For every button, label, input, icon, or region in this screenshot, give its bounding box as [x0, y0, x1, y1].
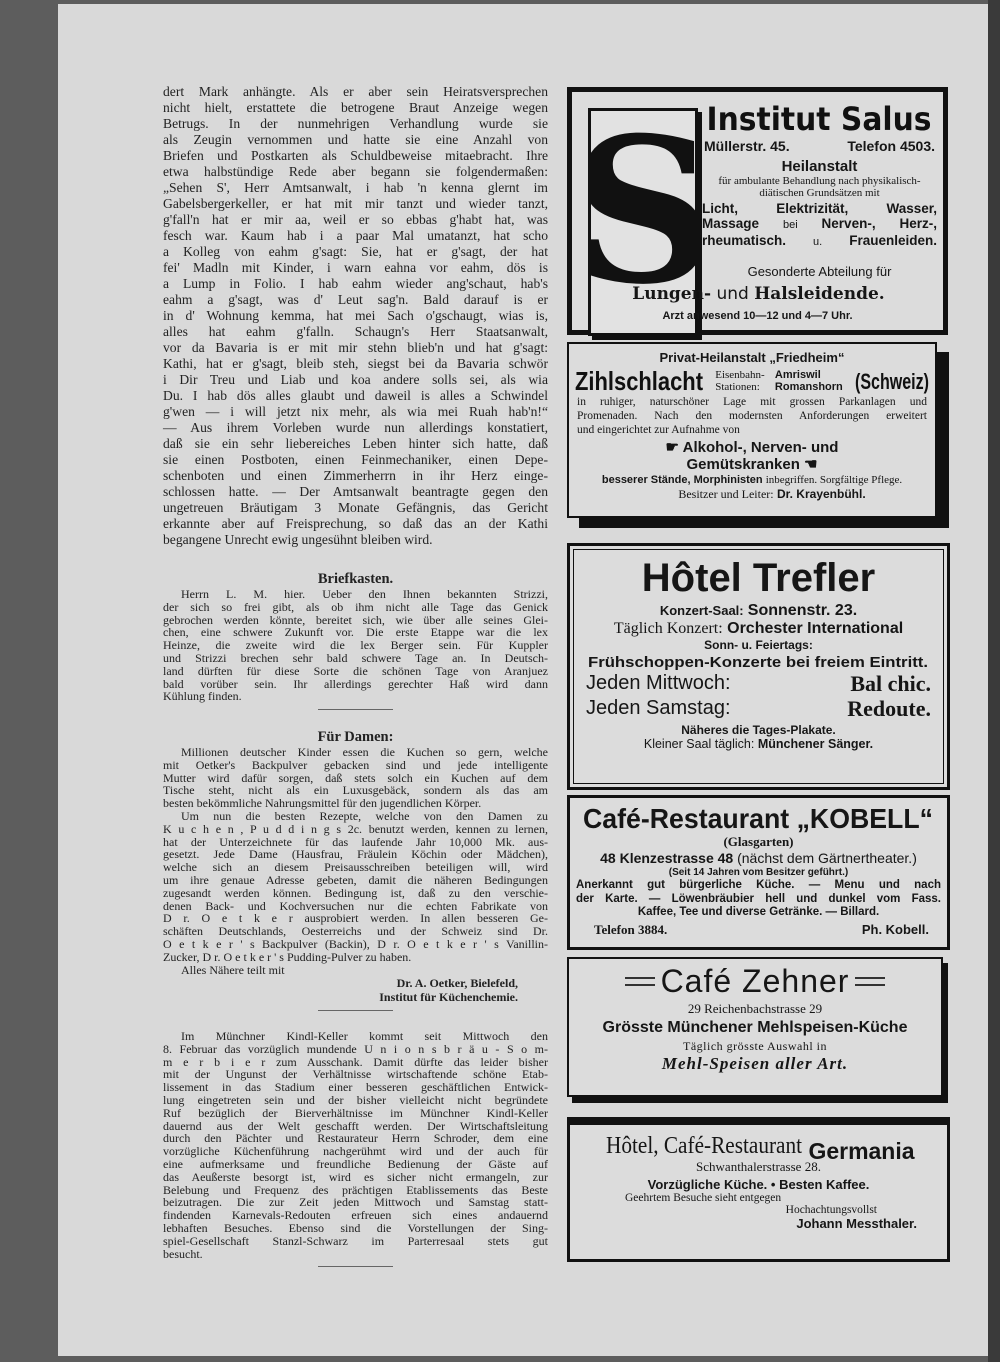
target-line: Gemütskranken — [686, 456, 800, 473]
salus-desc: für ambulante Behandlung nach physikalisch- — [718, 175, 921, 187]
text-line: gesetzt. Jede Dame (Hausfrau, Fräulein Köchin oder Mädchen), — [163, 847, 548, 862]
text-line: das Aeußerste besorgt ist, wird es sicher nicht ermangeln, zur — [163, 1169, 548, 1184]
zehner-specialty: Mehl-Speisen aller Art. — [661, 1054, 849, 1073]
text-line: „Sehen S', Herr Amtsanwalt, i hab 'n kenna glernt im — [163, 180, 548, 195]
kobell-phone: Telefon 3884. — [594, 921, 668, 937]
ad-cafe-kobell — [567, 795, 950, 950]
text-line: Mutter wird dafür sorgen, daß stets solch ein Kuchen auf dem — [163, 770, 548, 785]
text-line: land dürften für diese Sorte die schönen Tage von Aranjuez — [163, 663, 548, 678]
trefler-morning-wrap — [570, 652, 947, 671]
briefkasten-section — [163, 570, 548, 716]
fuer-damen-heading: Für Damen: — [317, 729, 394, 745]
friedheim-place: Zihlschlacht — [575, 367, 704, 395]
dept-text: und — [716, 284, 749, 304]
ad-hotel-germania — [567, 1117, 950, 1262]
text-line: vor da Bavaria is er mit mir stehn blieb'n und hat g'sagt: — [163, 340, 548, 355]
text-line: lissement in das Stadium einer besseren geschäftlichen Entwick- — [163, 1080, 548, 1095]
svg-text:S: S — [591, 111, 695, 329]
text-line: chen, eine schwere Zukunft vor. Die erste Etappe war die lex — [163, 625, 548, 640]
small-hall-label: Kleiner Saal täglich: — [643, 737, 755, 751]
text-line: m e r b i e r zum Ausschank. Damit dürfte das leider bisher — [163, 1054, 548, 1069]
text-line: Briefen und Postkarten als Schuldbeweise mitaebracht. Ihre — [163, 148, 548, 163]
owner-label: Besitzer und Leiter: — [678, 487, 774, 501]
text-line: Um nun die besten Rezepte, welche von den Damen zu — [181, 808, 548, 823]
zehner-daily: Täglich grösste Auswahl in — [683, 1039, 827, 1053]
text-line: ungetreuen Bräutigam 3 Monate Gefängnis, das Gericht — [163, 500, 548, 515]
text-line: Kühlung finden. — [163, 689, 242, 704]
text-line: besten bekömmliche Nahrungsmittel für den jugendlichen Körper. — [163, 796, 482, 811]
kobell-title: Café-Restaurant „KOBELL“ — [583, 803, 933, 834]
text-line: fei' Madln mit Kinder, i warn eahna vor eahm, dös is — [163, 260, 548, 275]
treatment: Nerven-, Herz-, — [821, 216, 937, 231]
germania-owner: Johann Messthaler. — [796, 1216, 917, 1231]
kobell-desc — [570, 879, 947, 920]
text-line: mit Oetker's Backpulver gebacken sind und jede intelligente — [163, 757, 548, 772]
germania-title: Hôtel, Café-Restaurant — [606, 1133, 803, 1159]
text-line: bald vorüber sein. Ihr allerdings gerechter Haß wird dann — [163, 676, 548, 691]
zehner-address: 29 Reichenbachstrasse 29 — [687, 1001, 823, 1016]
salus-dept-label: Gesonderte Abteilung für — [747, 264, 892, 279]
desc-line: und eingerichtet zur Aufnahme von — [577, 424, 740, 436]
germania-regards: Hochachtungsvollst — [785, 1204, 877, 1216]
kobell-owner: Ph. Kobell. — [861, 921, 929, 937]
text-line: beizutragen. Die zur Zeit jeden Mittwoch und Samstag statt- — [163, 1195, 548, 1210]
kindl-keller-body — [163, 1030, 548, 1260]
salus-contact — [702, 138, 937, 154]
text-line: daß sie ein sehr liebereiches Leben hinter sich hatte, daß — [163, 436, 548, 451]
friedheim-place-wrap — [575, 367, 705, 395]
event-name: Bal chic. — [850, 671, 931, 696]
salus-dept — [702, 264, 937, 279]
zehner-title: Café Zehner — [660, 963, 850, 999]
text-line: a Kolleg von eahm g'sagt: Sie, hat er g'sagt, der hat — [163, 244, 548, 259]
desc-line: der Karte. — Löwenbräubier hell und dunkel vom Fass. — [576, 892, 941, 905]
salus-dept-name — [580, 284, 937, 304]
kobell-subtitle: (Glasgarten) — [723, 834, 794, 849]
decorative-rule — [625, 977, 655, 986]
germania-address: Schwanthalerstrasse 28. — [696, 1159, 821, 1174]
text-line: Heinze, die zweite wird die lex Berger sein. Für Kuppler — [163, 638, 548, 653]
signature-line: Institut für Küchenchemie. — [379, 990, 518, 1005]
text-line: als Zeugin vernommen und hatte sie eine Anzahl von — [163, 132, 548, 147]
text-line: Kathi, hat er g'sagt, bleib steh, siegst bei da Bavaria schwör — [163, 356, 548, 371]
article-continuation — [163, 84, 548, 548]
text-line: lebhaften Besuches. Ebenso sind die Vorstellungen der Sing- — [163, 1220, 548, 1235]
treatment: Massage — [702, 216, 760, 231]
germania-title-wrap — [602, 1129, 802, 1159]
text-line: Herrn L. M. hier. Ueber den Ihnen bekannten Strizzi, — [181, 587, 548, 601]
treatment: rheumatisch. — [702, 233, 787, 248]
friedheim-title: Privat-Heilanstalt „Friedheim“ — [659, 350, 845, 365]
text-line: dauernd aus der Welt geschafft werden. Der Wirtschaftsleitung — [163, 1118, 548, 1133]
text-line: eahm a g'sagt, was d' Leut sag'n. Bald darauf is er — [163, 292, 548, 307]
briefkasten-heading: Briefkasten. — [317, 571, 394, 587]
text-line: g'fall'n hat er mir aa, weil er so ebbas g'habt hat, was — [163, 212, 548, 227]
treatment-connector: u. — [813, 236, 823, 248]
text-line: O e t k e r ' s Backpulver (Backin), D r. O e t k e r ' s Vanillin- — [163, 936, 548, 951]
decorative-rule — [855, 977, 885, 986]
salus-hours: Arzt anwesend 10—12 und 4—7 Uhr. — [662, 310, 853, 322]
trefler-concert: Orchester International — [727, 620, 904, 637]
text-line: besucht. — [163, 1246, 203, 1261]
germania-title-row — [570, 1129, 947, 1164]
trefler-morning-concerts: Frühschoppen-Konzerte bei freiem Eintritt. — [588, 654, 928, 671]
kobell-title-wrap — [570, 800, 947, 834]
text-line: schlossen hatte. — Der Amtsanwalt beantragte gegen den — [163, 484, 548, 499]
trefler-address: Sonnenstr. 23. — [747, 602, 858, 619]
germania-name: Germania — [808, 1138, 915, 1164]
ad-institut-salus — [567, 87, 948, 335]
dept-text: Halsleidende. — [754, 284, 885, 304]
text-line: a Lump in Folio. I hab eahm wieder ang'schaut, hab's — [163, 276, 548, 291]
pointing-hand-left-icon: ☚ — [804, 456, 818, 473]
text-line: vorzügliche Küchenführung nachgerühmt wird und der auch für — [163, 1144, 548, 1159]
text-line: Millionen deutscher Kinder essen die Kuchen so gern, welche — [181, 745, 548, 759]
signature-line: Dr. A. Oetker, Bielefeld, — [396, 976, 518, 991]
salus-title: Institut Salus — [706, 100, 932, 138]
text-line: — Aus ihrem Vorleben wurde nun allerdings konstatiert, — [163, 420, 548, 435]
kobell-footer — [570, 920, 947, 938]
text-line: schäften Deutschlands, Oesterreichs und der Schweiz sind Dr. — [163, 924, 548, 939]
ad-friedheim — [567, 342, 937, 518]
text-line: K u c h e n , P u d d i n g s 2c. benutzt werden, kennen zu lernen, — [163, 821, 548, 836]
trefler-title: Hôtel Trefler — [641, 556, 876, 600]
divider — [318, 1266, 393, 1267]
salus-title-wrap — [702, 98, 937, 138]
kobell-address-note: (nächst dem Gärtnertheater.) — [737, 850, 917, 866]
germania-claim: Vorzügliche Küche. • Besten Kaffee. — [647, 1177, 870, 1192]
friedheim-country-wrap — [853, 368, 929, 394]
dept-text: Lungen- — [632, 284, 712, 304]
text-line: und Strizzi brechen sehr bald schwere Tage an. In Deutsch- — [163, 650, 548, 665]
text-line: lung eingetreten sein und der bisher vielleicht nicht begründete — [163, 1092, 548, 1107]
kindl-keller-article — [163, 1030, 548, 1273]
text-line: findenden Karnevals-Redouten erfreuen sich eines andauernd — [163, 1208, 548, 1223]
text-line: Du. I hab dös alles glaubt und daweil is alles a Schwindel — [163, 388, 548, 403]
concert-label: Täglich Konzert: — [613, 620, 723, 637]
text-line: eine aufmerksame und freundliche Bedienung der Gäste auf — [163, 1156, 548, 1171]
desc-line: Kaffee, Tee und diverse Getränke. — Billard. — [637, 906, 880, 918]
text-line: i Dir Treu und Liab und koa andere solls sei, als wia — [163, 372, 548, 387]
event-label: Jeden Mittwoch: — [586, 672, 731, 694]
zehner-claim: Grösste Münchener Mehlspeisen-Küche — [602, 1019, 908, 1036]
event-name: Redoute. — [847, 696, 931, 721]
briefkasten-body — [163, 588, 548, 703]
scan-edge — [988, 0, 1000, 1362]
hall-label: Konzert-Saal: — [659, 603, 744, 618]
text-line: alles hat eahm g'falln. Schaugn's Herr Staatsanwalt, — [163, 324, 548, 339]
text-line: Zucker, D r. O e t k e r ' s Pudding-Pulver zu haben. — [163, 949, 412, 964]
text-line: Alles Nähere teilt mit — [181, 962, 285, 977]
friedheim-note: inbegriffen. Sorgfältige Pflege. — [765, 474, 903, 486]
text-line: welche sich an diesem Preisausschreiben beteiligen will, wird — [163, 860, 548, 875]
ad-hotel-trefler — [567, 543, 950, 790]
friedheim-note: besserer Stände, Morphinisten — [601, 474, 763, 486]
text-line: durch den Pächter und Restaurateur Herrn Schroder, dem eine — [163, 1131, 548, 1146]
text-line: spiel-Gesellschaft Stanzl-Schwarz im Parterresaal stets gut — [163, 1233, 548, 1248]
treatment-line: Licht, Elektrizität, Wasser, — [702, 201, 937, 216]
trefler-more-info: Näheres die Tages-Plakate. — [681, 723, 836, 737]
zehner-title-row — [569, 963, 941, 999]
text-line: um ihre genaue Adresse gebeten, damit die näheren Bedingungen — [163, 872, 548, 887]
text-line: in d' Wohnung kemma, hat mei Sach o'gschaugt, wias is, — [163, 308, 548, 323]
event-label: Jeden Samstag: — [586, 697, 731, 719]
text-line: Tische steht, nicht als ein Luxusgebäck, sondern als das am — [163, 783, 548, 798]
stations-label: Eisenbahn- — [715, 369, 765, 381]
small-hall-act: Münchener Sänger. — [757, 737, 874, 751]
divider — [318, 1010, 393, 1011]
station: Romanshorn — [774, 381, 843, 393]
salus-treatments — [702, 201, 937, 250]
salus-subtitle: Heilanstalt — [781, 158, 858, 175]
desc-line: Anerkannt gut bürgerliche Küche. — Menu und nach — [576, 879, 941, 891]
text-line: denen Back- und Kochversuchen nur die echten Fabrikate von — [163, 898, 548, 913]
text-line: g'wen — i will jetzt nix mehr, als wia mei Ruah hab'n!“ — [163, 404, 548, 419]
text-line: schenboten und einen Zimmerherrn in ihr Herz einge- — [163, 468, 548, 483]
germania-greeting: Geehrtem Besuche sieht entgegen — [625, 1192, 782, 1204]
trefler-holidays: Sonn- u. Feiertags: — [704, 638, 813, 652]
desc-line: in ruhiger, naturschöner Lage mit grossen Parkanlagen und — [577, 396, 927, 408]
text-line: gebrochen werden könnte, bereitet sich, wie über alle seines Glei- — [163, 612, 548, 627]
friedheim-country: (Schweiz) — [854, 369, 929, 394]
text-line: Ruf bezüglich der Bierverhältnisse im Münchner Kindl-Keller — [163, 1105, 548, 1120]
friedheim-target — [569, 439, 935, 473]
text-line: Gabelsbergerkeller, er hat mit mir tanzt und wieder tanzt, — [163, 196, 548, 211]
salus-address: Müllerstr. 45. — [704, 138, 790, 154]
treatment-connector: bei — [782, 219, 798, 231]
text-line: hat der Unterzeichnete für das laufende Jahr 10,000 Mk. aus- — [163, 834, 548, 849]
friedheim-owner: Dr. Krayenbühl. — [776, 487, 866, 501]
text-line: 8. Februar das vorzüglich mundende U n i o n s b r ä u - S o m- — [163, 1041, 548, 1056]
salus-phone: Telefon 4503. — [847, 138, 935, 154]
friedheim-desc — [569, 395, 935, 437]
text-line: der sich so frei gibt, als ob ihm nicht alle Tage das Genick — [163, 599, 548, 614]
text-line: dert Mark anhängte. Als er aber sein Heiratsversprechen — [163, 84, 548, 99]
divider — [318, 709, 393, 710]
fuer-damen-section — [163, 728, 548, 1017]
text-line: nicht hielt, erstattete die betrogene Braut Anzeige wegen — [163, 100, 548, 115]
text-line: etwa halbstündige Rede aber begann sie folgendermaßen: — [163, 164, 548, 179]
desc-line: Promenaden. Nach den modernsten Anforderungen erweitert — [577, 410, 927, 422]
text-line: erkannte aber auf Freisprechung, so daß das an der Kathi — [163, 516, 548, 531]
text-line: Im Münchner Kindl-Keller kommt seit Mittwoch den — [181, 1029, 548, 1043]
kobell-address: 48 Klenzestrasse 48 — [600, 850, 734, 866]
ad-cafe-zehner — [567, 957, 943, 1097]
text-line: Betrugs. In der nunmehrigen Verhandlung wurde sie — [163, 116, 548, 131]
target-line: Alkohol-, Nerven- und — [682, 439, 839, 456]
text-line: Belebung und Frequenz des prächtigen Etablissements das Beste — [163, 1182, 548, 1197]
salus-desc: diätischen Grundsätzen mit — [759, 187, 880, 199]
text-line: sie einen Postboten, einen Feinmechaniker, einen Depe- — [163, 452, 548, 467]
station: Amriswil — [774, 369, 821, 381]
kobell-since: (Seit 14 Jahren vom Besitzer geführt.) — [668, 867, 849, 878]
text-line: D r. O e t k e r ausprobiert werden. In allen besseren Ge- — [163, 911, 548, 926]
stations-label: Stationen: — [715, 381, 760, 393]
text-line: mit der Ungunst der Verhältnisse wirtschaftende schöne Etab- — [163, 1067, 548, 1082]
fuer-damen-body — [163, 746, 548, 976]
pointing-hand-right-icon: ☛ — [665, 439, 679, 456]
text-line: zugesandt werden können. Bedingung ist, daß zu den verschie- — [163, 885, 548, 900]
treatment: Frauenleiden. — [849, 233, 937, 248]
text-line: fesch war. Kaum hab i a paar Mal umatanzt, hat scho — [163, 228, 548, 243]
friedheim-location — [569, 367, 935, 395]
trefler-events — [570, 671, 947, 721]
text-line: begangene Unrecht ewig ungesühnt bleiben wird. — [163, 532, 433, 547]
